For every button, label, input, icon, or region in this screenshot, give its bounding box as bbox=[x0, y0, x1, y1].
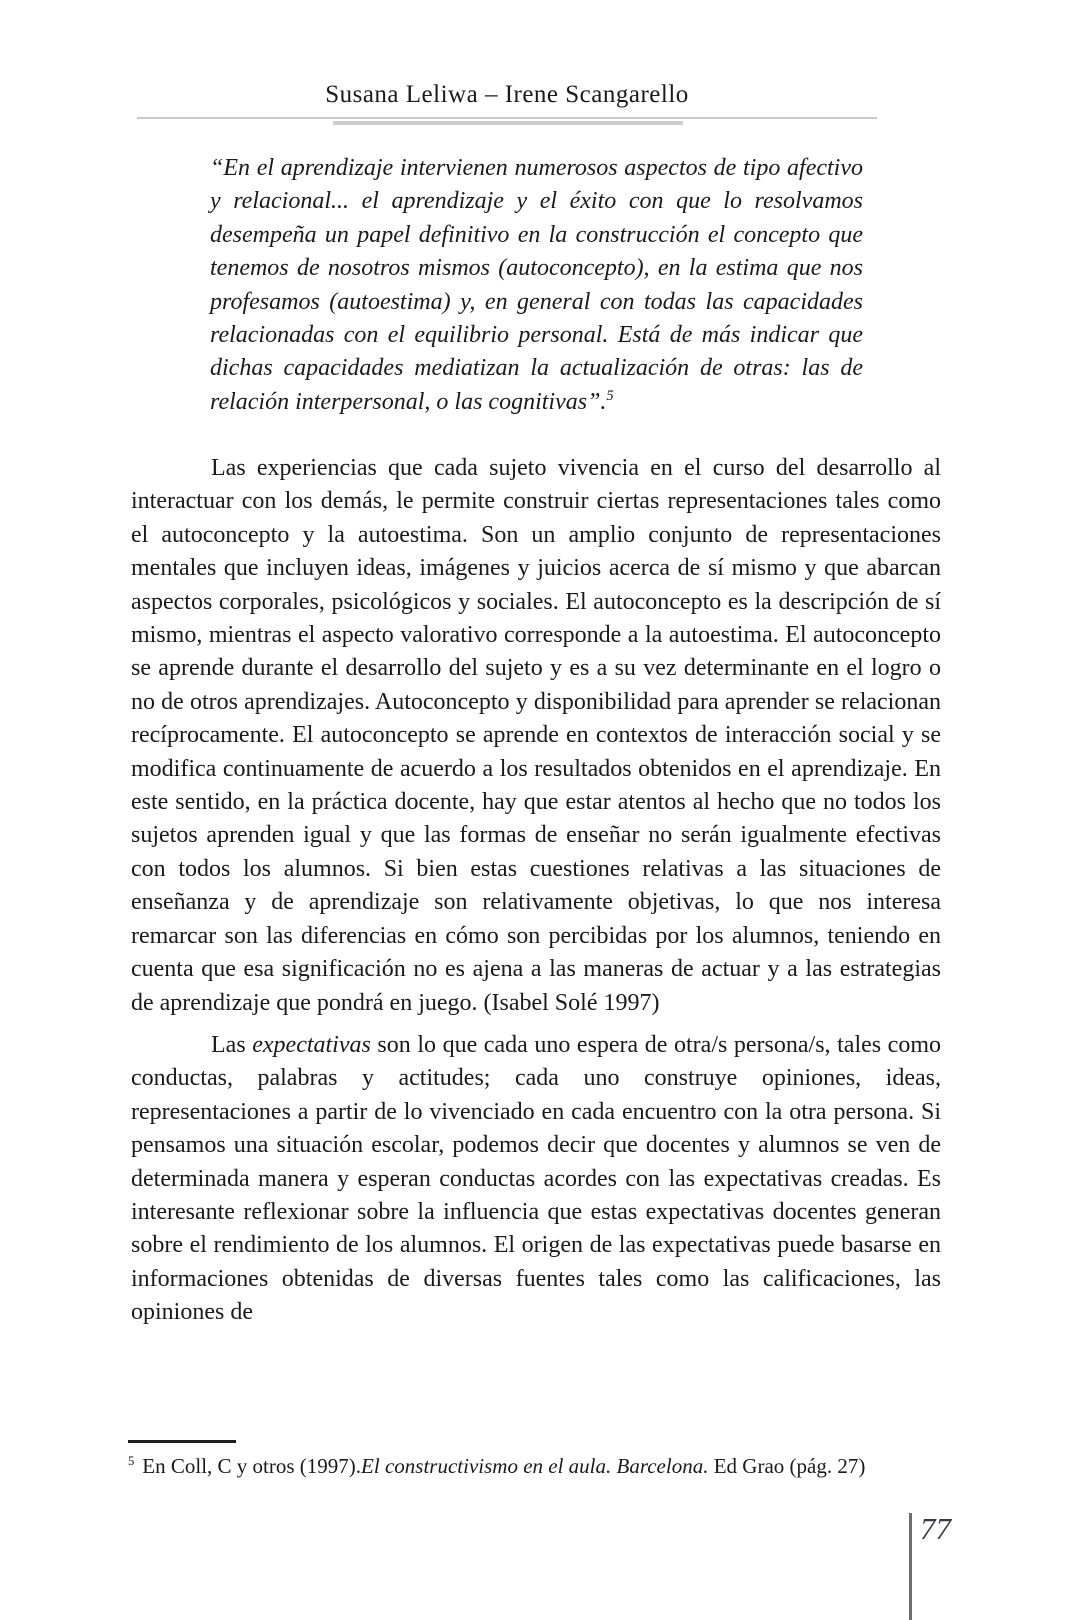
footnote-marker: 5 bbox=[128, 1454, 135, 1468]
header-rule-shadow bbox=[333, 121, 683, 125]
paragraph-1: Las experiencias que cada sujeto vivencia en el curso del desarrollo al interactuar con los demás, le permite construir ciertas representaciones tales como el autoconcepto y la autoestima. Son un amplio conjunto de representaciones mentales que incluyen ideas, imágenes y juicios acerca de sí mismo y que abarcan aspectos corporales, psicológicos y sociales. El autoconcepto es la descripción de sí mismo, mientras el aspecto valorativo corresponde a la autoestima. El autoconcepto se aprende durante el desarrollo del sujeto y es a su vez determinante en el logro o no de otros aprendizajes. Autoconcepto y disponibilidad para aprender se relacionan recíprocamente. El autoconcepto se aprende en contextos de interacción social y se modifica continuamente de acuerdo a los resultados obtenidos en el aprendizaje. En este sentido, en la práctica docente, hay que estar atentos al hecho que no todos los sujetos aprenden igual y que las formas de enseñar no serán igualmente efectivas con todos los alumnos. Si bien estas cuestiones relativas a las situaciones de enseñanza y de aprendizaje son relativamente objetivas, lo que nos interesa remarcar son las diferencias en cómo son percibidas por los alumnos, teniendo en cuenta que esa significación no es ajena a las maneras de actuar y a las estrategias de aprendizaje que pondrá en juego. (Isabel Solé 1997) bbox=[131, 455, 941, 1016]
paragraph-2: Las expectativas son lo que cada uno espera de otra/s persona/s, tales como conductas, palabras y actitudes; cada uno construye opiniones, ideas, representaciones a partir de lo vivenciado en cada encuentro con la otra persona. Si pensamos una situación escolar, podemos decir que docentes y alumnos se ven de determinada manera y esperan conductas acordes con las expectativas creadas. Es interesante reflexionar sobre la influencia que estas expectativas docentes generan sobre el rendimiento de los alumnos. El origen de las expectativas puede basarse en informaciones obtenidas de diversas fuentes tales como las calificaciones, las opiniones de bbox=[131, 1031, 941, 1326]
block-quote: “En el aprendizaje intervienen numerosos aspectos de tipo afectivo y relacional... el aprendizaje y el éxito con que lo resolvamos desempeña un papel definitivo en la construcción el concepto que tenemos de nosotros mismos (autoconcepto), en la estima que nos profesamos (autoestima) y, en general con todas las capacidades relacionadas con el equilibrio personal. Está de más indicar que dichas capacidades mediatizan la actualización de otras: las de relación interpersonal, o las cognitivas”.$^5$ bbox=[210, 155, 863, 415]
footnote-body: En Coll, C y otros (1997).El constructivismo en el aula. Barcelona. Ed Grao (pág. 27) bbox=[142, 1454, 866, 1478]
page-number: 77 bbox=[920, 1511, 951, 1546]
footnote bbox=[128, 1440, 940, 1480]
header-authors: Susana Leliwa – Irene Scangarello bbox=[325, 81, 689, 108]
body-text bbox=[131, 452, 941, 1330]
footnote-text bbox=[128, 1453, 940, 1480]
page-number-block bbox=[909, 1513, 951, 1620]
running-header bbox=[137, 80, 877, 119]
footnote-separator bbox=[128, 1440, 236, 1443]
